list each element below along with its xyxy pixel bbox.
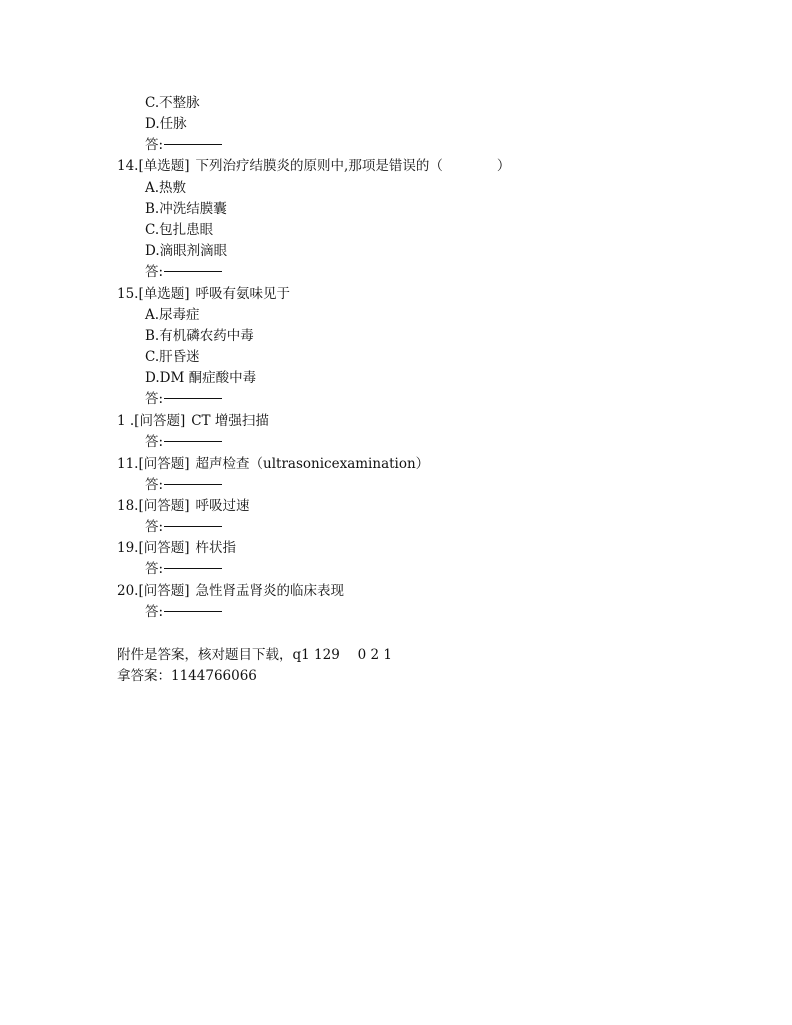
question-stem-end: ） bbox=[496, 158, 511, 174]
question-type: [单选题] bbox=[138, 286, 190, 302]
answer-blank[interactable] bbox=[164, 484, 222, 485]
question-14 bbox=[117, 157, 510, 175]
option-a: A.热敷 bbox=[145, 180, 187, 196]
answer-blank[interactable] bbox=[164, 271, 222, 272]
option-d: D.滴眼剂滴眼 bbox=[145, 243, 228, 259]
question-number: 18. bbox=[117, 498, 139, 514]
option-c: C.包扎患眼 bbox=[145, 222, 214, 238]
question-19 bbox=[117, 539, 236, 557]
question-stem: 杵状指 bbox=[195, 540, 237, 556]
question-stem: 呼吸有氨味见于 bbox=[195, 286, 291, 302]
option-d: D.DM 酮症酸中毒 bbox=[145, 370, 257, 386]
question-20 bbox=[117, 582, 344, 600]
question-type: [问答题] bbox=[138, 583, 190, 599]
question-1 bbox=[117, 412, 269, 430]
option-d: D.任脉 bbox=[145, 116, 187, 132]
question-type: [问答题] bbox=[138, 456, 190, 472]
option-b: B.冲洗结膜囊 bbox=[145, 201, 227, 217]
question-11 bbox=[117, 455, 429, 473]
answer-line bbox=[145, 136, 222, 154]
answer-label: 答: bbox=[145, 391, 164, 407]
question-stem: 急性肾盂肾炎的临床表现 bbox=[195, 583, 345, 599]
answer-label: 答: bbox=[145, 477, 164, 493]
answer-line bbox=[145, 518, 222, 536]
question-number: 20. bbox=[117, 583, 139, 599]
footer-contact-note: 拿答案：1144766066 bbox=[117, 668, 257, 684]
option-a: A.尿毒症 bbox=[145, 307, 200, 323]
question-number: 11. bbox=[117, 456, 139, 472]
footer-download-note: 附件是答案，核对题目下载，q1 129 0 2 1 bbox=[117, 647, 392, 663]
question-number: 15. bbox=[117, 286, 139, 302]
answer-line bbox=[145, 433, 222, 451]
answer-blank[interactable] bbox=[164, 526, 222, 527]
question-stem: 呼吸过速 bbox=[195, 498, 250, 514]
answer-blank[interactable] bbox=[164, 611, 222, 612]
answer-line bbox=[145, 560, 222, 578]
option-c: C.不整脉 bbox=[145, 95, 200, 111]
question-number: 19. bbox=[117, 540, 139, 556]
question-type: [问答题] bbox=[134, 413, 186, 429]
answer-label: 答: bbox=[145, 561, 164, 577]
answer-line bbox=[145, 603, 222, 621]
answer-line bbox=[145, 263, 222, 281]
answer-label: 答: bbox=[145, 137, 164, 153]
answer-label: 答: bbox=[145, 604, 164, 620]
answer-label: 答: bbox=[145, 434, 164, 450]
answer-label: 答: bbox=[145, 519, 164, 535]
question-stem: 超声检查（ultrasonicexamination） bbox=[195, 456, 430, 472]
answer-blank[interactable] bbox=[164, 568, 222, 569]
answer-line bbox=[145, 390, 222, 408]
answer-line bbox=[145, 476, 222, 494]
option-c: C.肝昏迷 bbox=[145, 349, 200, 365]
question-18 bbox=[117, 497, 250, 515]
question-type: [单选题] bbox=[138, 158, 190, 174]
answer-label: 答: bbox=[145, 264, 164, 280]
answer-blank[interactable] bbox=[164, 144, 222, 145]
question-number: 14. bbox=[117, 158, 139, 174]
question-type: [问答题] bbox=[138, 540, 190, 556]
option-b: B.有机磷农药中毒 bbox=[145, 328, 254, 344]
question-15 bbox=[117, 285, 290, 303]
answer-blank[interactable] bbox=[164, 441, 222, 442]
question-stem: 下列治疗结膜炎的原则中,那项是错误的（ bbox=[195, 158, 443, 174]
question-number: 1 . bbox=[117, 413, 135, 429]
question-stem: CT 增强扫描 bbox=[191, 413, 269, 429]
answer-blank[interactable] bbox=[164, 398, 222, 399]
question-type: [问答题] bbox=[138, 498, 190, 514]
